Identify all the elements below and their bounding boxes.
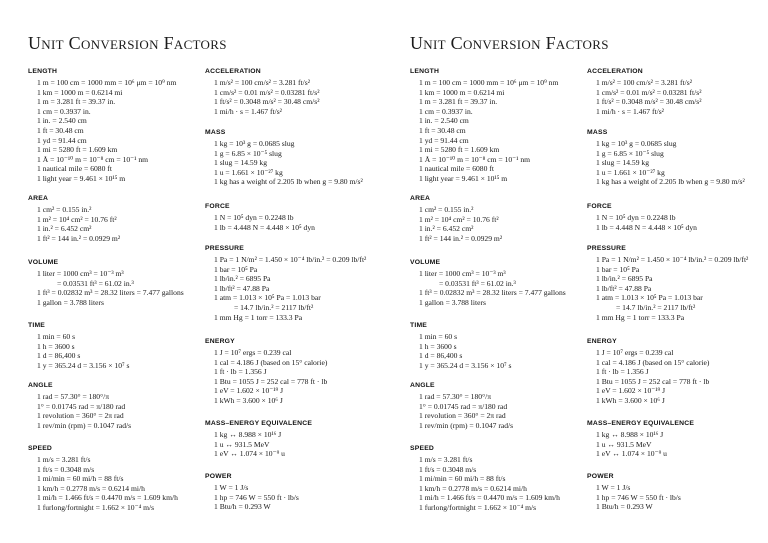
- conversion-line: 1 furlong/fortnight = 1.662 × 10⁻⁴ m/s: [37, 502, 155, 512]
- conversion-line: 1 mi/h = 1.466 ft/s = 0.4470 m/s = 1.609 km/h: [37, 493, 178, 503]
- section-speed: [410, 444, 560, 513]
- section-heading: FORCE: [587, 203, 612, 210]
- section-heading: FORCE: [205, 203, 230, 210]
- conversion-line: 1 bar = 10⁵ Pa: [596, 264, 640, 274]
- conversion-line: 1° = 0.01745 rad = π/180 rad: [37, 401, 126, 411]
- conversion-line: 1 mi = 5280 ft = 1.609 km: [37, 145, 118, 155]
- conversion-line: 1 cm = 0.3937 in.: [419, 106, 473, 116]
- conversion-line: 1 min = 60 s: [37, 332, 76, 341]
- section-area: [410, 194, 502, 243]
- conversion-line: 1 slug = 14.59 kg: [596, 158, 650, 168]
- section-heading: MASS–ENERGY EQUIVALENCE: [205, 420, 313, 427]
- conversion-line: 1 kg has a weight of 2.205 lb when g = 9.80 m/s²: [214, 177, 363, 187]
- section-heading: ANGLE: [410, 382, 435, 389]
- section-heading: LENGTH: [28, 68, 58, 75]
- conversion-line: 1 mi/h = 1.466 ft/s = 0.4470 m/s = 1.609 km/h: [419, 493, 560, 503]
- section-energy: [587, 337, 709, 406]
- conversion-line: 1 yd = 91.44 cm: [419, 135, 469, 145]
- conversion-line: 1 bar = 10⁵ Pa: [214, 264, 258, 274]
- conversion-line: 1 yd = 91.44 cm: [37, 135, 87, 145]
- conversion-line: 1 atm = 1.013 × 10⁵ Pa = 1.013 bar: [596, 293, 703, 303]
- conversion-line: 1 atm = 1.013 × 10⁵ Pa = 1.013 bar: [214, 293, 321, 303]
- conversion-line: = 0.03531 ft³ = 61.02 in.³: [57, 278, 134, 288]
- document-title: Unit Conversion Factors: [28, 33, 227, 53]
- conversion-line: 1 Pa = 1 N/m² = 1.450 × 10⁻⁴ lb/in.² = 0.209 lb/ft²: [596, 255, 749, 264]
- conversion-line: 1 nautical mile = 6080 ft: [37, 164, 112, 174]
- section-acceleration: [205, 67, 319, 116]
- conversion-line: 1 cm² = 0.155 in.²: [37, 205, 92, 214]
- conversion-line: 1 cal = 4.186 J (based on 15° calorie): [596, 357, 710, 367]
- page-copy: [0, 0, 382, 543]
- conversion-line: 1 lb/ft² = 47.88 Pa: [214, 283, 270, 293]
- section-heading: ENERGY: [587, 338, 617, 345]
- conversion-line: 1 ft/s² = 0.3048 m/s² = 30.48 cm/s²: [596, 97, 702, 107]
- section-heading: ACCELERATION: [205, 68, 261, 75]
- conversion-line: 1 revolution = 360° = 2π rad: [419, 411, 506, 421]
- conversion-line: = 14.7 lb/in.² = 2117 lb/ft²: [616, 302, 696, 312]
- section-mass: [587, 128, 745, 187]
- conversion-line: 1 h = 3600 s: [419, 341, 457, 351]
- conversion-line: 1 ft = 30.48 cm: [419, 125, 466, 135]
- section-heading: VOLUME: [410, 259, 441, 266]
- conversion-line: 1 ft³ = 0.02832 m³ = 28.32 liters = 7.477 gallons: [419, 288, 566, 298]
- section-power: [205, 472, 299, 512]
- section-heading: MASS: [587, 129, 608, 136]
- section-force: [205, 202, 315, 232]
- conversion-line: 1 furlong/fortnight = 1.662 × 10⁻⁴ m/s: [419, 502, 537, 512]
- conversion-line: 1 hp = 746 W = 550 ft · lb/s: [596, 492, 681, 502]
- conversion-line: 1 light year = 9.461 × 10¹⁵ m: [37, 173, 126, 183]
- conversion-line: 1 cm/s² = 0.01 m/s² = 0.03281 ft/s²: [596, 87, 702, 97]
- section-heading: TIME: [410, 322, 428, 329]
- section-angle: [28, 381, 131, 430]
- conversion-line: 1 kg = 10³ g = 0.0685 slug: [596, 139, 677, 148]
- section-heading: POWER: [205, 473, 232, 480]
- conversion-line: 1 mi/min = 60 mi/h = 88 ft/s: [419, 474, 506, 484]
- section-heading: ENERGY: [205, 338, 235, 345]
- section-power: [587, 472, 681, 512]
- conversion-line: 1 kWh = 3.600 × 10⁶ J: [214, 395, 283, 405]
- conversion-line: 1 m² = 10⁴ cm² = 10.76 ft²: [37, 214, 117, 224]
- conversion-line: 1 m/s² = 100 cm/s² = 3.281 ft/s²: [214, 78, 310, 87]
- conversion-line: 1 Å = 10⁻¹⁰ m = 10⁻⁸ cm = 10⁻¹ nm: [419, 154, 531, 164]
- conversion-line: 1 mi = 5280 ft = 1.609 km: [419, 145, 500, 155]
- document-title: Unit Conversion Factors: [410, 33, 609, 53]
- conversion-line: 1 y = 365.24 d = 3.156 × 10⁷ s: [37, 360, 130, 370]
- conversion-line: 1 kg ↔ 8.988 × 10¹⁶ J: [596, 430, 664, 439]
- conversion-line: 1 in.² = 6.452 cm²: [37, 224, 92, 234]
- conversion-line: 1 kg = 10³ g = 0.0685 slug: [214, 139, 295, 148]
- conversion-line: 1 min = 60 s: [419, 332, 458, 341]
- conversion-line: 1 Pa = 1 N/m² = 1.450 × 10⁻⁴ lb/in.² = 0.209 lb/ft²: [214, 255, 367, 264]
- section-heading: PRESSURE: [205, 245, 244, 252]
- conversion-line: 1 lb/in.² = 6895 Pa: [596, 274, 653, 284]
- conversion-line: 1 km/h = 0.2778 m/s = 0.6214 mi/h: [419, 483, 527, 493]
- conversion-line: 1 Btu = 1055 J = 252 cal = 778 ft · lb: [214, 376, 328, 386]
- section-heading: VOLUME: [28, 259, 59, 266]
- section-length: [410, 67, 558, 184]
- conversion-line: 1 kg has a weight of 2.205 lb when g = 9.80 m/s²: [596, 177, 745, 187]
- conversion-line: 1 Å = 10⁻¹⁰ m = 10⁻⁸ cm = 10⁻¹ nm: [37, 154, 149, 164]
- conversion-line: 1 m = 100 cm = 1000 mm = 10⁶ μm = 10⁹ nm: [37, 78, 177, 87]
- conversion-line: 1 km = 1000 m = 0.6214 mi: [419, 87, 505, 97]
- section-time: [410, 321, 512, 370]
- conversion-line: 1 mi/h · s = 1.467 ft/s²: [596, 106, 664, 116]
- conversion-line: 1 ft = 30.48 cm: [37, 125, 84, 135]
- conversion-line: 1 gallon = 3.788 liters: [419, 297, 486, 307]
- conversion-line: 1 u ↔ 931.5 MeV: [214, 439, 270, 449]
- conversion-line: 1 cm/s² = 0.01 m/s² = 0.03281 ft/s²: [214, 87, 320, 97]
- conversion-line: 1 lb = 4.448 N = 4.448 × 10⁵ dyn: [214, 222, 315, 232]
- conversion-line: 1 rev/min (rpm) = 0.1047 rad/s: [419, 420, 514, 430]
- conversion-line: = 14.7 lb/in.² = 2117 lb/ft²: [234, 302, 314, 312]
- conversion-line: 1 g = 6.85 × 10⁻⁵ slug: [214, 148, 282, 158]
- section-mass-energy-equivalence: [587, 419, 694, 459]
- conversion-line: 1 m = 3.281 ft = 39.37 in.: [37, 97, 116, 107]
- section-heading: AREA: [28, 195, 49, 202]
- section-angle: [410, 381, 513, 430]
- section-acceleration: [587, 67, 701, 116]
- conversion-line: 1 ft² = 144 in.² = 0.0929 m²: [37, 233, 121, 243]
- conversion-line: 1 slug = 14.59 kg: [214, 158, 268, 168]
- section-area: [28, 194, 120, 243]
- conversion-line: 1 g = 6.85 × 10⁻⁵ slug: [596, 148, 664, 158]
- conversion-line: 1 cal = 4.186 J (based on 15° calorie): [214, 357, 328, 367]
- section-volume: [28, 258, 184, 307]
- conversion-line: 1 N = 10⁵ dyn = 0.2248 lb: [214, 213, 294, 222]
- section-volume: [410, 258, 566, 307]
- conversion-line: 1 J = 10⁷ ergs = 0.239 cal: [596, 348, 674, 357]
- conversion-line: 1 cm² = 0.155 in.²: [419, 205, 474, 214]
- section-force: [587, 202, 697, 232]
- conversion-line: 1 Btu/h = 0.293 W: [214, 502, 271, 512]
- conversion-line: 1 nautical mile = 6080 ft: [419, 164, 494, 174]
- conversion-line: 1 ft³ = 0.02832 m³ = 28.32 liters = 7.477 gallons: [37, 288, 184, 298]
- conversion-line: 1 hp = 746 W = 550 ft · lb/s: [214, 492, 299, 502]
- section-pressure: [587, 244, 748, 322]
- left-column: [410, 0, 585, 543]
- right-column: [205, 0, 380, 543]
- conversion-line: 1 eV ↔ 1.074 × 10⁻⁹ u: [596, 449, 667, 459]
- conversion-line: 1° = 0.01745 rad = π/180 rad: [419, 401, 508, 411]
- section-heading: MASS: [205, 129, 226, 136]
- conversion-line: 1 m = 3.281 ft = 39.37 in.: [419, 97, 498, 107]
- conversion-line: 1 d = 86,400 s: [419, 351, 463, 361]
- section-heading: PRESSURE: [587, 245, 626, 252]
- section-mass: [205, 128, 363, 187]
- section-heading: ACCELERATION: [587, 68, 643, 75]
- conversion-line: 1 rad = 57.30° = 180°/π: [419, 392, 492, 401]
- conversion-line: 1 y = 365.24 d = 3.156 × 10⁷ s: [419, 360, 512, 370]
- section-heading: MASS–ENERGY EQUIVALENCE: [587, 420, 695, 427]
- conversion-line: 1 eV = 1.602 × 10⁻¹⁹ J: [596, 386, 666, 396]
- conversion-line: 1 lb = 4.448 N = 4.448 × 10⁵ dyn: [596, 222, 697, 232]
- section-speed: [28, 444, 178, 513]
- conversion-line: 1 ft/s² = 0.3048 m/s² = 30.48 cm/s²: [214, 97, 320, 107]
- conversion-line: 1 ft · lb = 1.356 J: [596, 367, 649, 377]
- conversion-line: 1 eV = 1.602 × 10⁻¹⁹ J: [214, 386, 284, 396]
- conversion-line: 1 cm = 0.3937 in.: [37, 106, 91, 116]
- conversion-line: 1 gallon = 3.788 liters: [37, 297, 104, 307]
- conversion-line: 1 Btu/h = 0.293 W: [596, 502, 653, 512]
- conversion-line: 1 m/s = 3.281 ft/s: [419, 455, 473, 464]
- conversion-line: 1 W = 1 J/s: [214, 483, 249, 492]
- conversion-line: 1 in. = 2.540 cm: [37, 116, 87, 126]
- conversion-line: 1 m = 100 cm = 1000 mm = 10⁶ μm = 10⁹ nm: [419, 78, 559, 87]
- section-energy: [205, 337, 327, 406]
- section-heading: SPEED: [410, 445, 435, 452]
- section-length: [28, 67, 176, 184]
- conversion-line: 1 ft/s = 0.3048 m/s: [419, 464, 477, 474]
- conversion-line: 1 rad = 57.30° = 180°/π: [37, 392, 110, 401]
- conversion-line: 1 W = 1 J/s: [596, 483, 631, 492]
- section-heading: ANGLE: [28, 382, 53, 389]
- conversion-line: 1 mm Hg = 1 torr = 133.3 Pa: [214, 312, 303, 322]
- conversion-line: 1 kg ↔ 8.988 × 10¹⁶ J: [214, 430, 282, 439]
- conversion-line: 1 rev/min (rpm) = 0.1047 rad/s: [37, 420, 132, 430]
- conversion-line: 1 J = 10⁷ ergs = 0.239 cal: [214, 348, 292, 357]
- conversion-line: 1 km/h = 0.2778 m/s = 0.6214 mi/h: [37, 483, 145, 493]
- page-copy: [382, 0, 768, 543]
- section-heading: POWER: [587, 473, 614, 480]
- section-mass-energy-equivalence: [205, 419, 312, 459]
- section-heading: AREA: [410, 195, 431, 202]
- conversion-line: 1 u = 1.661 × 10⁻²⁷ kg: [214, 167, 283, 177]
- conversion-line: 1 eV ↔ 1.074 × 10⁻⁹ u: [214, 449, 285, 459]
- conversion-line: 1 mi/min = 60 mi/h = 88 ft/s: [37, 474, 124, 484]
- conversion-line: 1 liter = 1000 cm³ = 10⁻³ m³: [37, 269, 124, 278]
- conversion-line: 1 mi/h · s = 1.467 ft/s²: [214, 106, 282, 116]
- conversion-line: 1 ft · lb = 1.356 J: [214, 367, 267, 377]
- conversion-line: 1 u = 1.661 × 10⁻²⁷ kg: [596, 167, 665, 177]
- section-pressure: [205, 244, 366, 322]
- conversion-line: 1 km = 1000 m = 0.6214 mi: [37, 87, 123, 97]
- conversion-line: 1 N = 10⁵ dyn = 0.2248 lb: [596, 213, 676, 222]
- conversion-line: 1 d = 86,400 s: [37, 351, 81, 361]
- section-heading: LENGTH: [410, 68, 440, 75]
- section-heading: SPEED: [28, 445, 53, 452]
- section-time: [28, 321, 130, 370]
- conversion-line: 1 lb/in.² = 6895 Pa: [214, 274, 271, 284]
- conversion-line: 1 ft² = 144 in.² = 0.0929 m²: [419, 233, 503, 243]
- conversion-line: 1 m/s = 3.281 ft/s: [37, 455, 91, 464]
- conversion-line: 1 revolution = 360° = 2π rad: [37, 411, 124, 421]
- conversion-line: 1 in.² = 6.452 cm²: [419, 224, 474, 234]
- conversion-line: 1 mm Hg = 1 torr = 133.3 Pa: [596, 312, 685, 322]
- right-column: [587, 0, 762, 543]
- conversion-line: 1 ft/s = 0.3048 m/s: [37, 464, 95, 474]
- conversion-line: 1 liter = 1000 cm³ = 10⁻³ m³: [419, 269, 506, 278]
- conversion-line: 1 u ↔ 931.5 MeV: [596, 439, 652, 449]
- conversion-line: = 0.03531 ft³ = 61.02 in.³: [439, 278, 516, 288]
- conversion-line: 1 lb/ft² = 47.88 Pa: [596, 283, 652, 293]
- conversion-line: 1 m² = 10⁴ cm² = 10.76 ft²: [419, 214, 499, 224]
- conversion-line: 1 Btu = 1055 J = 252 cal = 778 ft · lb: [596, 376, 710, 386]
- conversion-line: 1 light year = 9.461 × 10¹⁵ m: [419, 173, 508, 183]
- section-heading: TIME: [28, 322, 46, 329]
- conversion-line: 1 h = 3600 s: [37, 341, 75, 351]
- conversion-line: 1 in. = 2.540 cm: [419, 116, 469, 126]
- conversion-line: 1 m/s² = 100 cm/s² = 3.281 ft/s²: [596, 78, 692, 87]
- conversion-line: 1 kWh = 3.600 × 10⁶ J: [596, 395, 665, 405]
- left-column: [28, 0, 203, 543]
